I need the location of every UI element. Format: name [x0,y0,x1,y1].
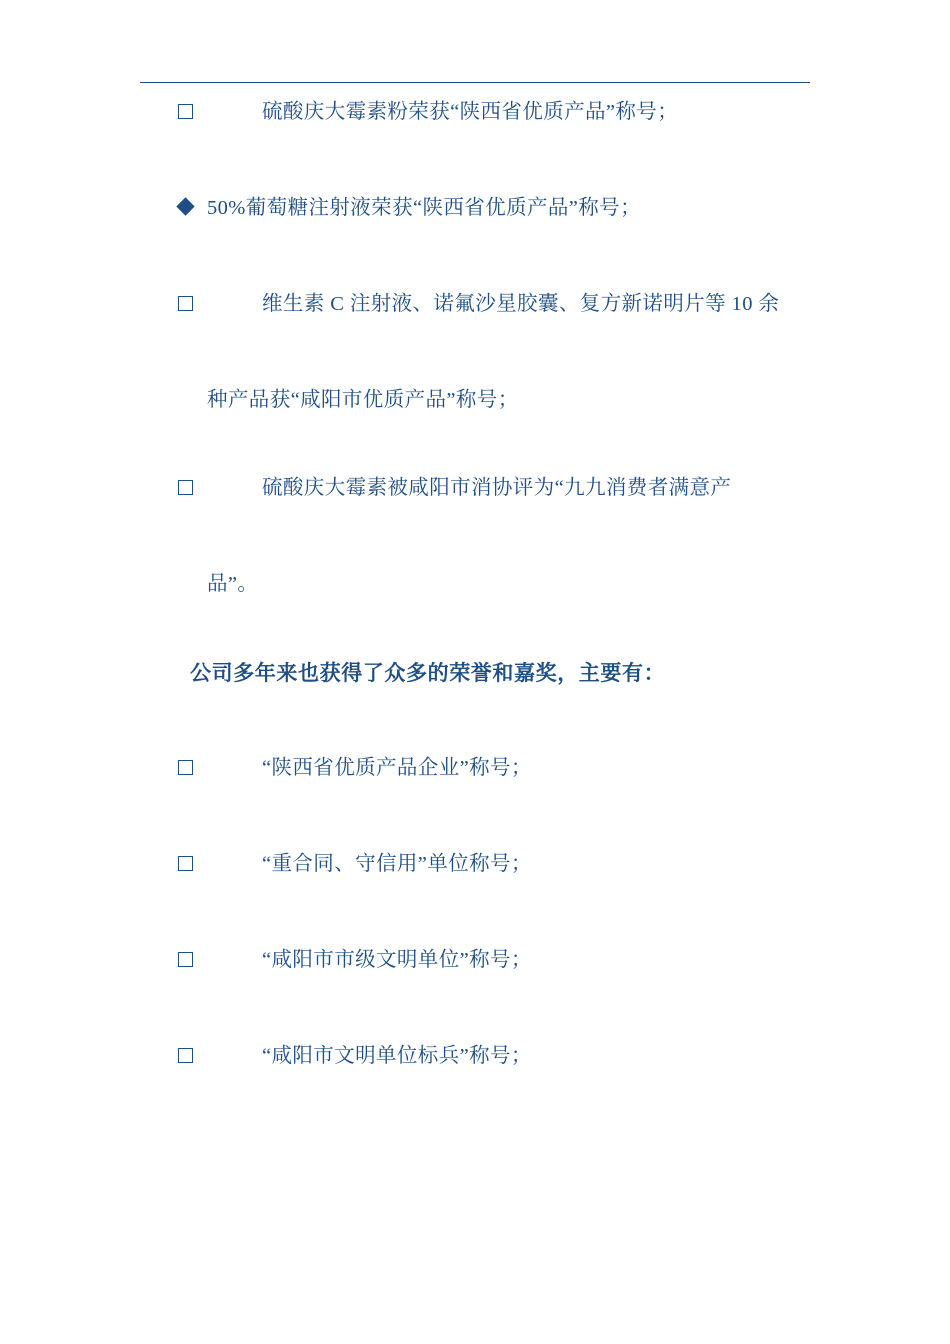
hollow-square-bullet-icon [178,480,193,495]
filled-diamond-bullet-icon [176,197,194,215]
list-item [0,1045,950,1144]
list-item [0,757,950,856]
list-item-continuation-text: 种产品获“咸阳市优质产品”称号； [207,389,519,411]
header-rule [140,82,810,83]
list-item [0,949,950,1048]
list-item-text: 硫酸庆大霉素粉荣获“陕西省优质产品”称号； [262,101,679,123]
list-item-continuation-text: 品”。 [207,573,259,595]
hollow-square-bullet-icon [178,1048,193,1063]
hollow-square-bullet-icon [178,296,193,311]
document-body [0,101,950,1144]
list-item-text: 硫酸庆大霉素被咸阳市消协评为“九九消费者满意产 [262,477,732,499]
list-item [0,477,950,576]
hollow-square-bullet-icon [178,856,193,871]
list-item [0,853,950,952]
hollow-square-bullet-icon [178,952,193,967]
hollow-square-bullet-icon [178,104,193,119]
list-item-text: “陕西省优质产品企业”称号； [262,757,532,779]
list-item [0,293,950,392]
section-heading [0,661,950,760]
list-item [0,197,950,296]
list-item [0,101,950,200]
list-item-text: “咸阳市市级文明单位”称号； [262,949,532,971]
list-item-text: 50%葡萄糖注射液荣获“陕西省优质产品”称号； [207,197,641,219]
list-item-text: “重合同、守信用”单位称号； [262,853,532,875]
section-heading-text: 公司多年来也获得了众多的荣誉和嘉奖，主要有： [190,661,666,685]
list-item-continuation [0,389,950,480]
list-item-text: “咸阳市文明单位标兵”称号； [262,1045,532,1067]
list-item-continuation [0,573,950,664]
list-item-text: 维生素 C 注射液、诺氟沙星胶囊、复方新诺明片等 10 余 [262,293,780,315]
hollow-square-bullet-icon [178,760,193,775]
